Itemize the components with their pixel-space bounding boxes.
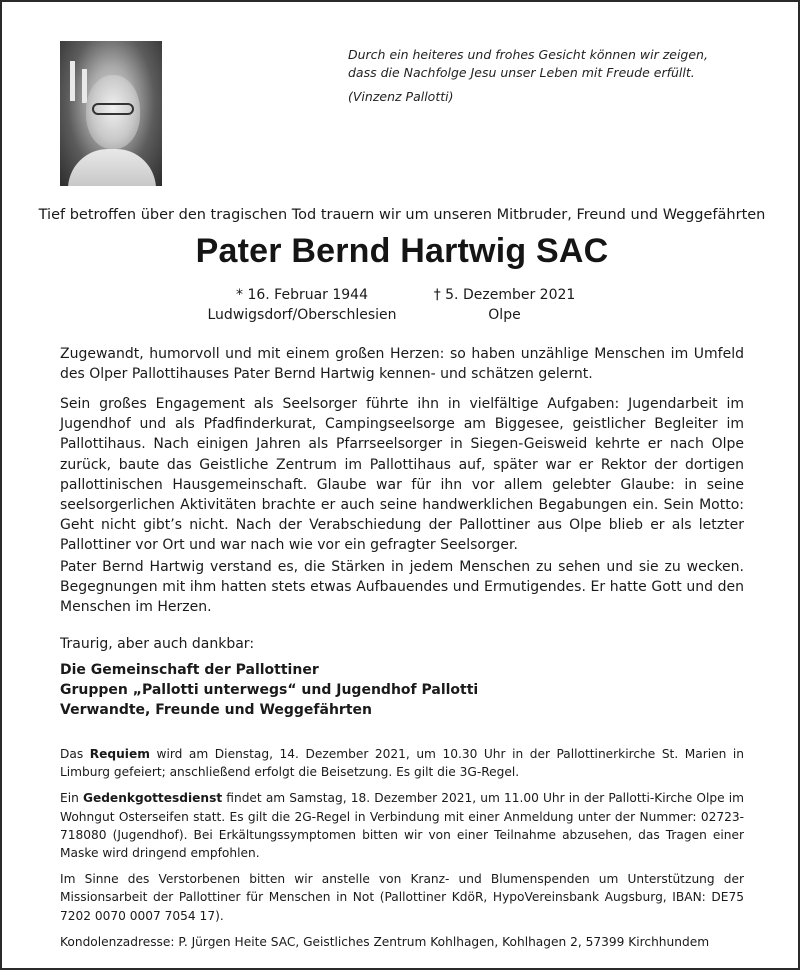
condolence-address: Kondolenzadresse: P. Jürgen Heite SAC, Geistliches Zentrum Kohlhagen, Kohlhagen 2, 57399 Kirchhundem bbox=[60, 934, 710, 949]
donation-note: Im Sinne des Verstorbenen bitten wir anstelle von Kranz- und Blumenspenden um Unterstützung der Missionsarbeit der Pallottiner für Menschen in Not (Pallottiner KdöR, HypoVereinsbank Augsburg, IBAN: DE75 7202 0070 0007 7054 17). bbox=[60, 872, 744, 923]
signer: Die Gemeinschaft der Pallottiner bbox=[60, 662, 319, 678]
intro-text: Tief betroffen über den tragischen Tod trauern wir um unseren Mitbruder, Freund und Weggefährten bbox=[38, 207, 766, 223]
closing-line: Traurig, aber auch dankbar: bbox=[60, 636, 255, 652]
robe-shape bbox=[68, 149, 156, 186]
quote-line: dass die Nachfolge Jesu unser Leben mit Freude erfüllt. bbox=[348, 65, 695, 80]
quote-line: Durch ein heiteres und frohes Gesicht können wir zeigen, bbox=[348, 47, 708, 62]
portrait-photo bbox=[60, 41, 162, 186]
birth-place: Ludwigsdorf/Oberschlesien bbox=[207, 307, 397, 323]
requiem-note: Das Requiem wird am Dienstag, 14. Dezember 2021, um 10.30 Uhr in der Pallottinerkirche St. Marien in Limburg gefeiert; anschließend erfolgt die Beisetzung. Es gilt die 3G-Regel. bbox=[60, 747, 745, 780]
candle-shape bbox=[82, 69, 87, 103]
death-date: † 5. Dezember 2021 bbox=[433, 287, 576, 303]
requiem-label: Requiem bbox=[89, 747, 150, 761]
memorial-label: Gedenkgottesdienst bbox=[82, 791, 223, 806]
paragraph: Sein großes Engagement als Seelsorger führte ihn in vielfältige Aufgaben: Jugendarbeit im Jugendhof und als Pfadfinderkurat, Campingseelsorge am Biggesee, geistlicher Begleiter im Pallottihaus. Nach einigen Jahren als Pfarrseelsorger in Siegen-Geisweid kehrte er nach Olpe zurück, baute das Geistliche Zentrum im Pallottihaus auf, später war er Rektor der dortigen pallottinischen Hausgemeinschaft. Glaube war für ihn vor allem gelebter Glaube: in seine seelsorgerlichen Aktivitäten brachte er auch seine handwerklichen Begabungen ein. Sein Motto: Geht nicht gibt’s nicht. Nach der Verabschiedung der Pallottiner aus Olpe blieb er als letzter Pallottiner vor Ort und war nach wie vor ein gefragter Seelsorger. bbox=[60, 396, 744, 554]
death-place: Olpe bbox=[488, 307, 521, 323]
birth-date: * 16. Februar 1944 bbox=[236, 287, 368, 303]
notes-section bbox=[60, 745, 744, 959]
signers-list bbox=[60, 660, 744, 721]
candle-shape bbox=[70, 61, 75, 101]
signer: Gruppen „Pallotti unterwegs“ und Jugendhof Pallotti bbox=[60, 682, 479, 699]
signer: Verwandte, Freunde und Weggefährten bbox=[60, 702, 372, 719]
death-info bbox=[402, 285, 607, 325]
deceased-name: Pater Bernd Hartwig SAC bbox=[195, 232, 609, 270]
quote-block bbox=[348, 46, 748, 106]
paragraph: Pater Bernd Hartwig verstand es, die Stärken in jedem Menschen zu sehen und sie zu wecken. Begegnungen mit ihm hatten stets etwas Aufbauendes und Ermutigendes. Er hatte Gott und den Menschen im Herzen. bbox=[60, 559, 744, 616]
paragraph: Zugewandt, humorvoll und mit einem großen Herzen: so haben unzählige Menschen im Umfeld des Olper Pallottihauses Pater Bernd Hartwig kennen- und schätzen gelernt. bbox=[60, 346, 744, 383]
memorial-note: Ein Gedenkgottesdienst findet am Samstag, 18. Dezember 2021, um 11.00 Uhr in der Pallotti-Kirche Olpe im Wohngut Osterseifen statt. Es gilt die 2G-Regel in Verbindung mit einer Anmeldung unter der Nummer: 02723-718080 (Jugendhof). Bei Erkältungssymptomen bitten wir von einer Teilnahme abzusehen, das Tragen einer Maske wird dringend empfohlen. bbox=[60, 791, 744, 861]
quote-author: (Vinzenz Pallotti) bbox=[348, 89, 454, 104]
glasses-shape bbox=[92, 103, 134, 115]
birth-info bbox=[197, 285, 407, 325]
